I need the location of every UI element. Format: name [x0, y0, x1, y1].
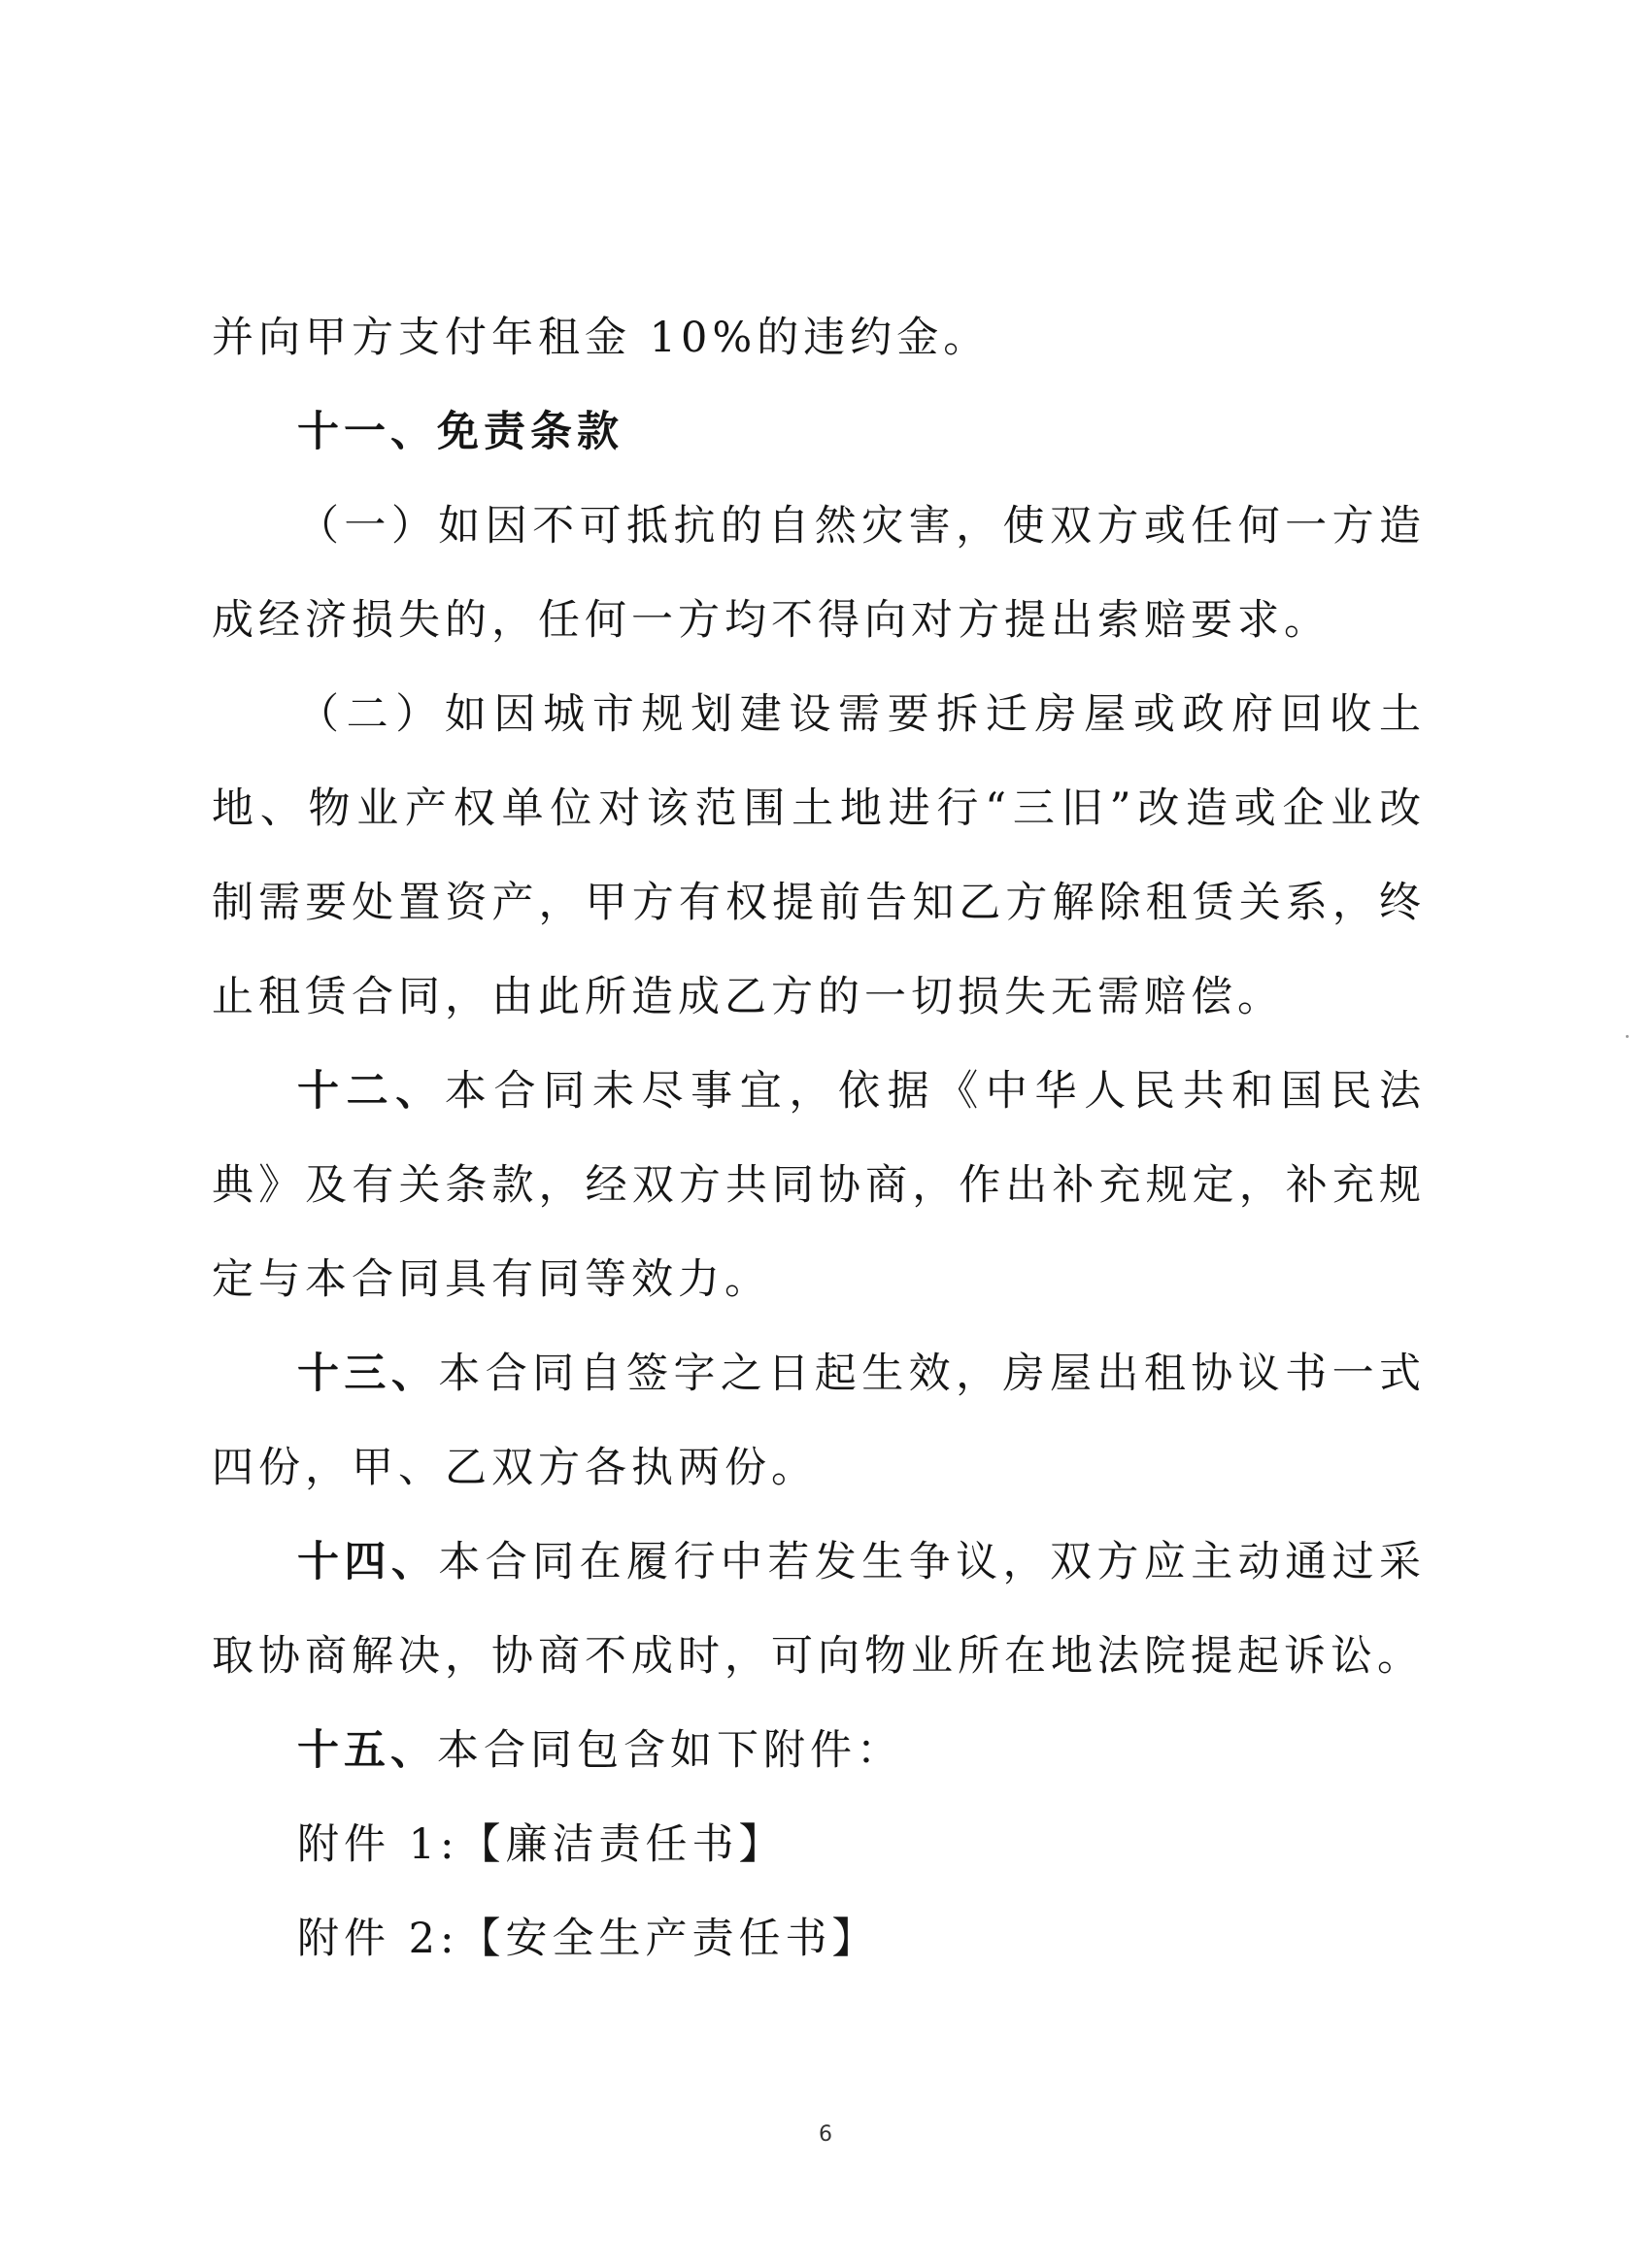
paragraph-continuation: 并向甲方支付年租金 10%的违约金。 — [212, 314, 991, 362]
attachment-1: 附件 1:【廉洁责任书】 — [297, 1820, 786, 1869]
contract-body — [212, 291, 1426, 1986]
clause-13-text: 本合同自签字之日起生效，房屋出租协议书一式四份，甲、乙双方各执两份。 — [212, 1350, 1427, 1492]
clause-12-text: 本合同未尽事宜，依据《中华人民共和国民法典》及有关条款，经双方共同协商，作出补充规定，补充规定与本合同具有同等效力。 — [212, 1067, 1427, 1304]
page-number: 6 — [819, 2122, 832, 2147]
clause-14-number: 十四、 — [297, 1538, 439, 1586]
attachment-2: 附件 2:【安全生产责任书】 — [297, 1915, 879, 1963]
clause-11-1: （一）如因不可抵抗的自然灾害，使双方或任何一方造成经济损失的，任何一方均不得向对方提出索赔要求。 — [212, 502, 1426, 645]
scan-speck — [1626, 1035, 1629, 1038]
clause-13-number: 十三、 — [297, 1350, 439, 1398]
clause-14 — [212, 1516, 1426, 1704]
clause-12 — [212, 1045, 1426, 1327]
clause-15 — [212, 1704, 1426, 1798]
clause-15-number: 十五、 — [297, 1726, 437, 1775]
clause-15-text: 本合同包含如下附件： — [437, 1726, 903, 1775]
clause-14-text: 本合同在履行中若发生争议，双方应主动通过采取协商解决，协商不成时，可向物业所在地法院提起诉讼。 — [212, 1538, 1427, 1681]
clause-12-number: 十二、 — [297, 1067, 445, 1116]
section-heading-exemption: 十一、免责条款 — [297, 408, 623, 456]
clause-11-2: （二）如因城市规划建设需要拆迁房屋或政府回收土地、物业产权单位对该范围土地进行“三旧”改造或企业改制需要处置资产，甲方有权提前告知乙方解除租赁关系，终止租赁合同，由此所造成乙方的一切损失无需赔偿。 — [212, 690, 1426, 1021]
clause-13 — [212, 1327, 1426, 1516]
